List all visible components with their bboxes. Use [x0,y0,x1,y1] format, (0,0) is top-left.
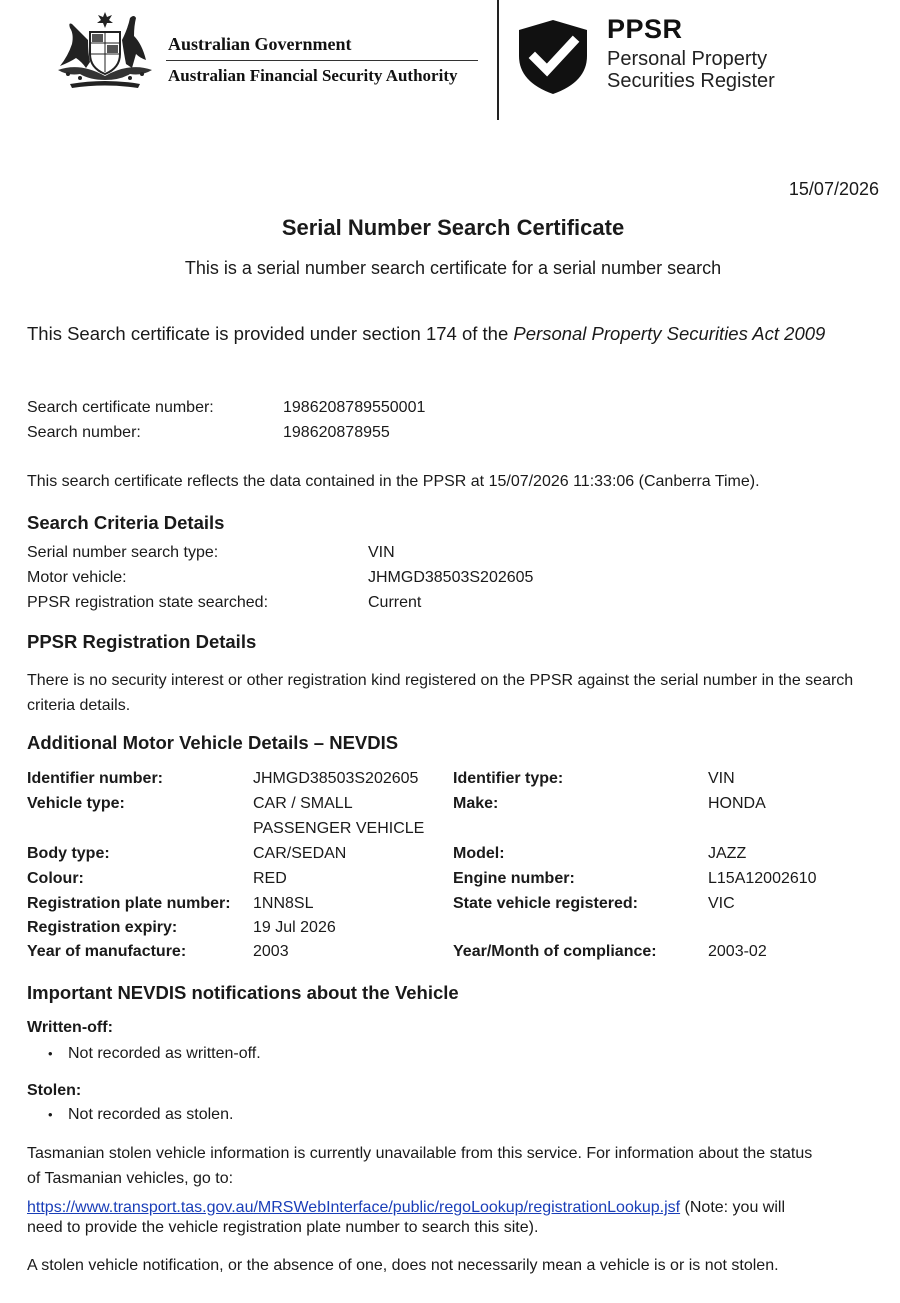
tasmania-notice-line2: of Tasmanian vehicles, go to: [27,1170,234,1187]
legal-basis-statement [27,321,882,346]
act-name: Personal Property Securities Act 2009 [513,323,826,344]
tasmania-notice-line1: Tasmanian stolen vehicle information is currently unavailable from this service. For information about the status [27,1145,813,1162]
colour-label: Colour: [27,870,84,887]
colour-value: RED [253,870,287,887]
ppsr-abbreviation: PPSR [607,14,683,44]
state-registered-label: State vehicle registered: [453,895,638,912]
notifications-heading: Important NEVDIS notifications about the Vehicle [27,982,459,1003]
stolen-item: • Not recorded as stolen. [68,1105,233,1125]
written-off-label: Written-off: [27,1019,113,1036]
ppsr-shield-check-icon [515,18,591,96]
identifier-number-label: Identifier number: [27,770,164,787]
certificate-number-label: Search certificate number: [27,399,214,416]
criteria-value: Current [368,594,422,611]
year-of-manufacture-value: 2003 [253,943,289,960]
document-header [0,0,900,120]
make-value: HONDA [708,795,766,812]
certificate-date: 15/07/2026 [788,179,879,199]
criteria-value: VIN [368,544,395,561]
tasmania-link-line [27,1198,785,1218]
certificate-number-value: 1986208789550001 [283,399,426,416]
search-number-value: 198620878955 [283,424,390,441]
vehicle-type-label: Vehicle type: [27,795,125,812]
engine-number-value: L15A12002610 [708,870,817,887]
government-title: Australian Government [168,34,352,54]
search-criteria-heading: Search Criteria Details [27,512,225,533]
identifier-type-value: VIN [708,770,735,787]
body-type-label: Body type: [27,845,110,862]
registration-expiry-label: Registration expiry: [27,919,178,936]
plate-number-value: 1NN8SL [253,895,314,912]
page-subtitle: This is a serial number search certificate for a serial number search [184,258,722,278]
model-label: Model: [453,845,505,862]
search-number-label: Search number: [27,424,141,441]
vehicle-type-value-line1: CAR / SMALL [253,795,353,812]
written-off-item: • Not recorded as written-off. [68,1044,261,1064]
state-registered-value: VIC [708,895,735,912]
make-label: Make: [453,795,499,812]
model-value: JAZZ [708,845,747,862]
tasmania-note: (Note: you will [680,1199,786,1216]
registration-expiry-value: 19 Jul 2026 [253,919,336,936]
compliance-label: Year/Month of compliance: [453,943,657,960]
criteria-label: Serial number search type: [27,544,219,561]
plate-number-label: Registration plate number: [27,895,231,912]
criteria-label: PPSR registration state searched: [27,594,269,611]
ppsr-name-line1: Personal Property [607,48,768,70]
vehicle-type-value-line2: PASSENGER VEHICLE [253,820,425,837]
stolen-disclaimer: A stolen vehicle notification, or the absence of one, does not necessarily mean a vehicle is or is not stolen. [27,1257,779,1274]
body-type-value: CAR/SEDAN [253,845,347,862]
criteria-label: Motor vehicle: [27,569,127,586]
compliance-value: 2003-02 [708,943,767,960]
tasmania-lookup-link[interactable]: https://www.transport.tas.gov.au/MRSWebInterface/public/regoLookup/registrationLookup.jsf [27,1199,681,1216]
header-divider [497,0,499,120]
tasmania-note-line2: need to provide the vehicle registration plate number to search this site). [27,1219,539,1236]
year-of-manufacture-label: Year of manufacture: [27,943,187,960]
criteria-value: JHMGD38503S202605 [368,569,534,586]
identifier-number-value: JHMGD38503S202605 [253,770,419,787]
registration-details-text: There is no security interest or other registration kind registered on the PPSR against the serial number in the search criteria details. [27,672,854,714]
registration-details-heading: PPSR Registration Details [27,631,257,652]
identifier-type-label: Identifier type: [453,770,564,787]
stolen-label: Stolen: [27,1082,82,1099]
legal-basis-text: This Search certificate is provided under section 174 of the [27,323,514,344]
agency-name: Australian Financial Security Authority [168,66,458,85]
vehicle-details-heading: Additional Motor Vehicle Details – NEVDIS [27,732,399,753]
ppsr-name-line2: Securities Register [607,70,775,92]
engine-number-label: Engine number: [453,870,575,887]
header-rule [166,60,478,61]
page-title: Serial Number Search Certificate [281,215,625,240]
coat-of-arms-logo [50,10,160,92]
data-reflection-statement: This search certificate reflects the data contained in the PPSR at 15/07/2026 11:33:06 (Canberra Time). [27,473,760,490]
